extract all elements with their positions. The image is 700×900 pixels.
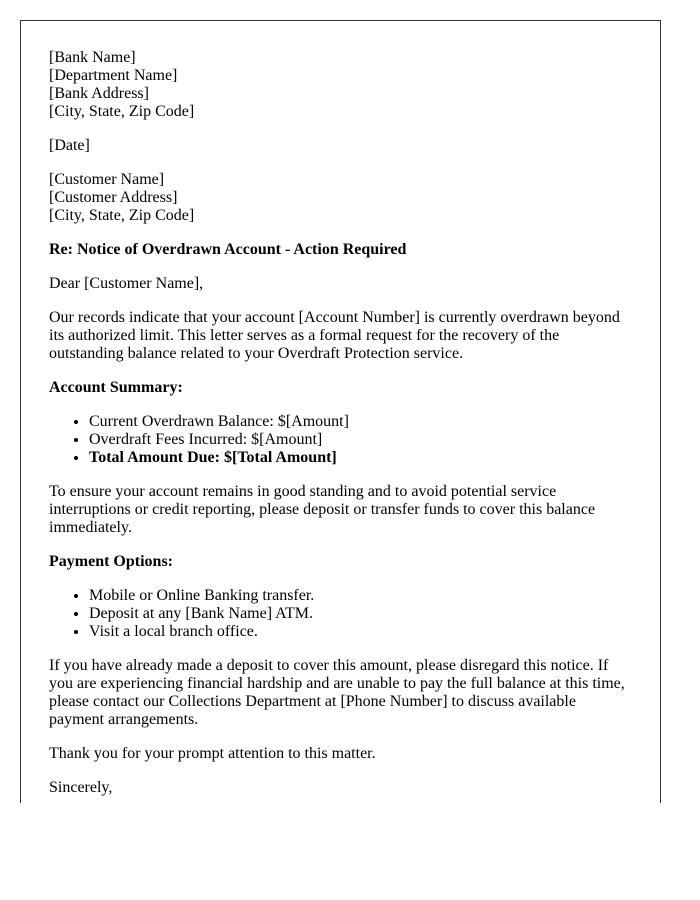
intro-paragraph: Our records indicate that your account [Account Number] is currently overdrawn beyond its authorized limit. This letter serves as a formal request for the recovery of the outstanding balance related to your Overdraft Protection service. [49, 309, 620, 362]
salutation: Dear [Customer Name], [49, 275, 204, 292]
bank-city: [City, State, Zip Code] [49, 103, 195, 120]
bank-name: [Bank Name] [49, 49, 136, 66]
customer-address: [Customer Address] [49, 189, 178, 206]
sender-address [49, 49, 632, 121]
list-item: • Deposit at any [Bank Name] ATM. [89, 605, 632, 623]
letter [20, 20, 661, 803]
customer-city: [City, State, Zip Code] [49, 207, 195, 224]
total-due: Total Amount Due: $[Total Amount] [89, 449, 337, 466]
list-item-total [89, 449, 632, 467]
standing-paragraph: To ensure your account remains in good standing and to avoid potential service interruptions or credit reporting, please deposit or transfer funds to cover this balance immediately. [49, 483, 596, 536]
subject-line: Re: Notice of Overdrawn Account - Action Required [49, 241, 407, 258]
date: [Date] [49, 137, 90, 154]
thanks-paragraph: Thank you for your prompt attention to this matter. [49, 745, 376, 762]
recipient-address [49, 171, 632, 225]
list-item: • Mobile or Online Banking transfer. [89, 587, 632, 605]
closing: Sincerely, [49, 779, 113, 796]
customer-name: [Customer Name] [49, 171, 165, 188]
list-item: • Overdraft Fees Incurred: $[Amount] [89, 431, 632, 449]
payment-heading: Payment Options: [49, 553, 173, 570]
hardship-paragraph: If you have already made a deposit to cover this amount, please disregard this notice. If you are experiencing financial hardship and are unable to pay the full balance at this time, please contact our Collections Department at [Phone Number] to discuss available payment arrangements. [49, 657, 625, 728]
list-item: • Current Overdrawn Balance: $[Amount] [89, 413, 632, 431]
list-item: • Visit a local branch office. [89, 623, 632, 641]
payment-list [49, 587, 632, 641]
summary-list [49, 413, 632, 467]
department-name: [Department Name] [49, 67, 178, 84]
bank-address: [Bank Address] [49, 85, 149, 102]
summary-heading: Account Summary: [49, 379, 183, 396]
